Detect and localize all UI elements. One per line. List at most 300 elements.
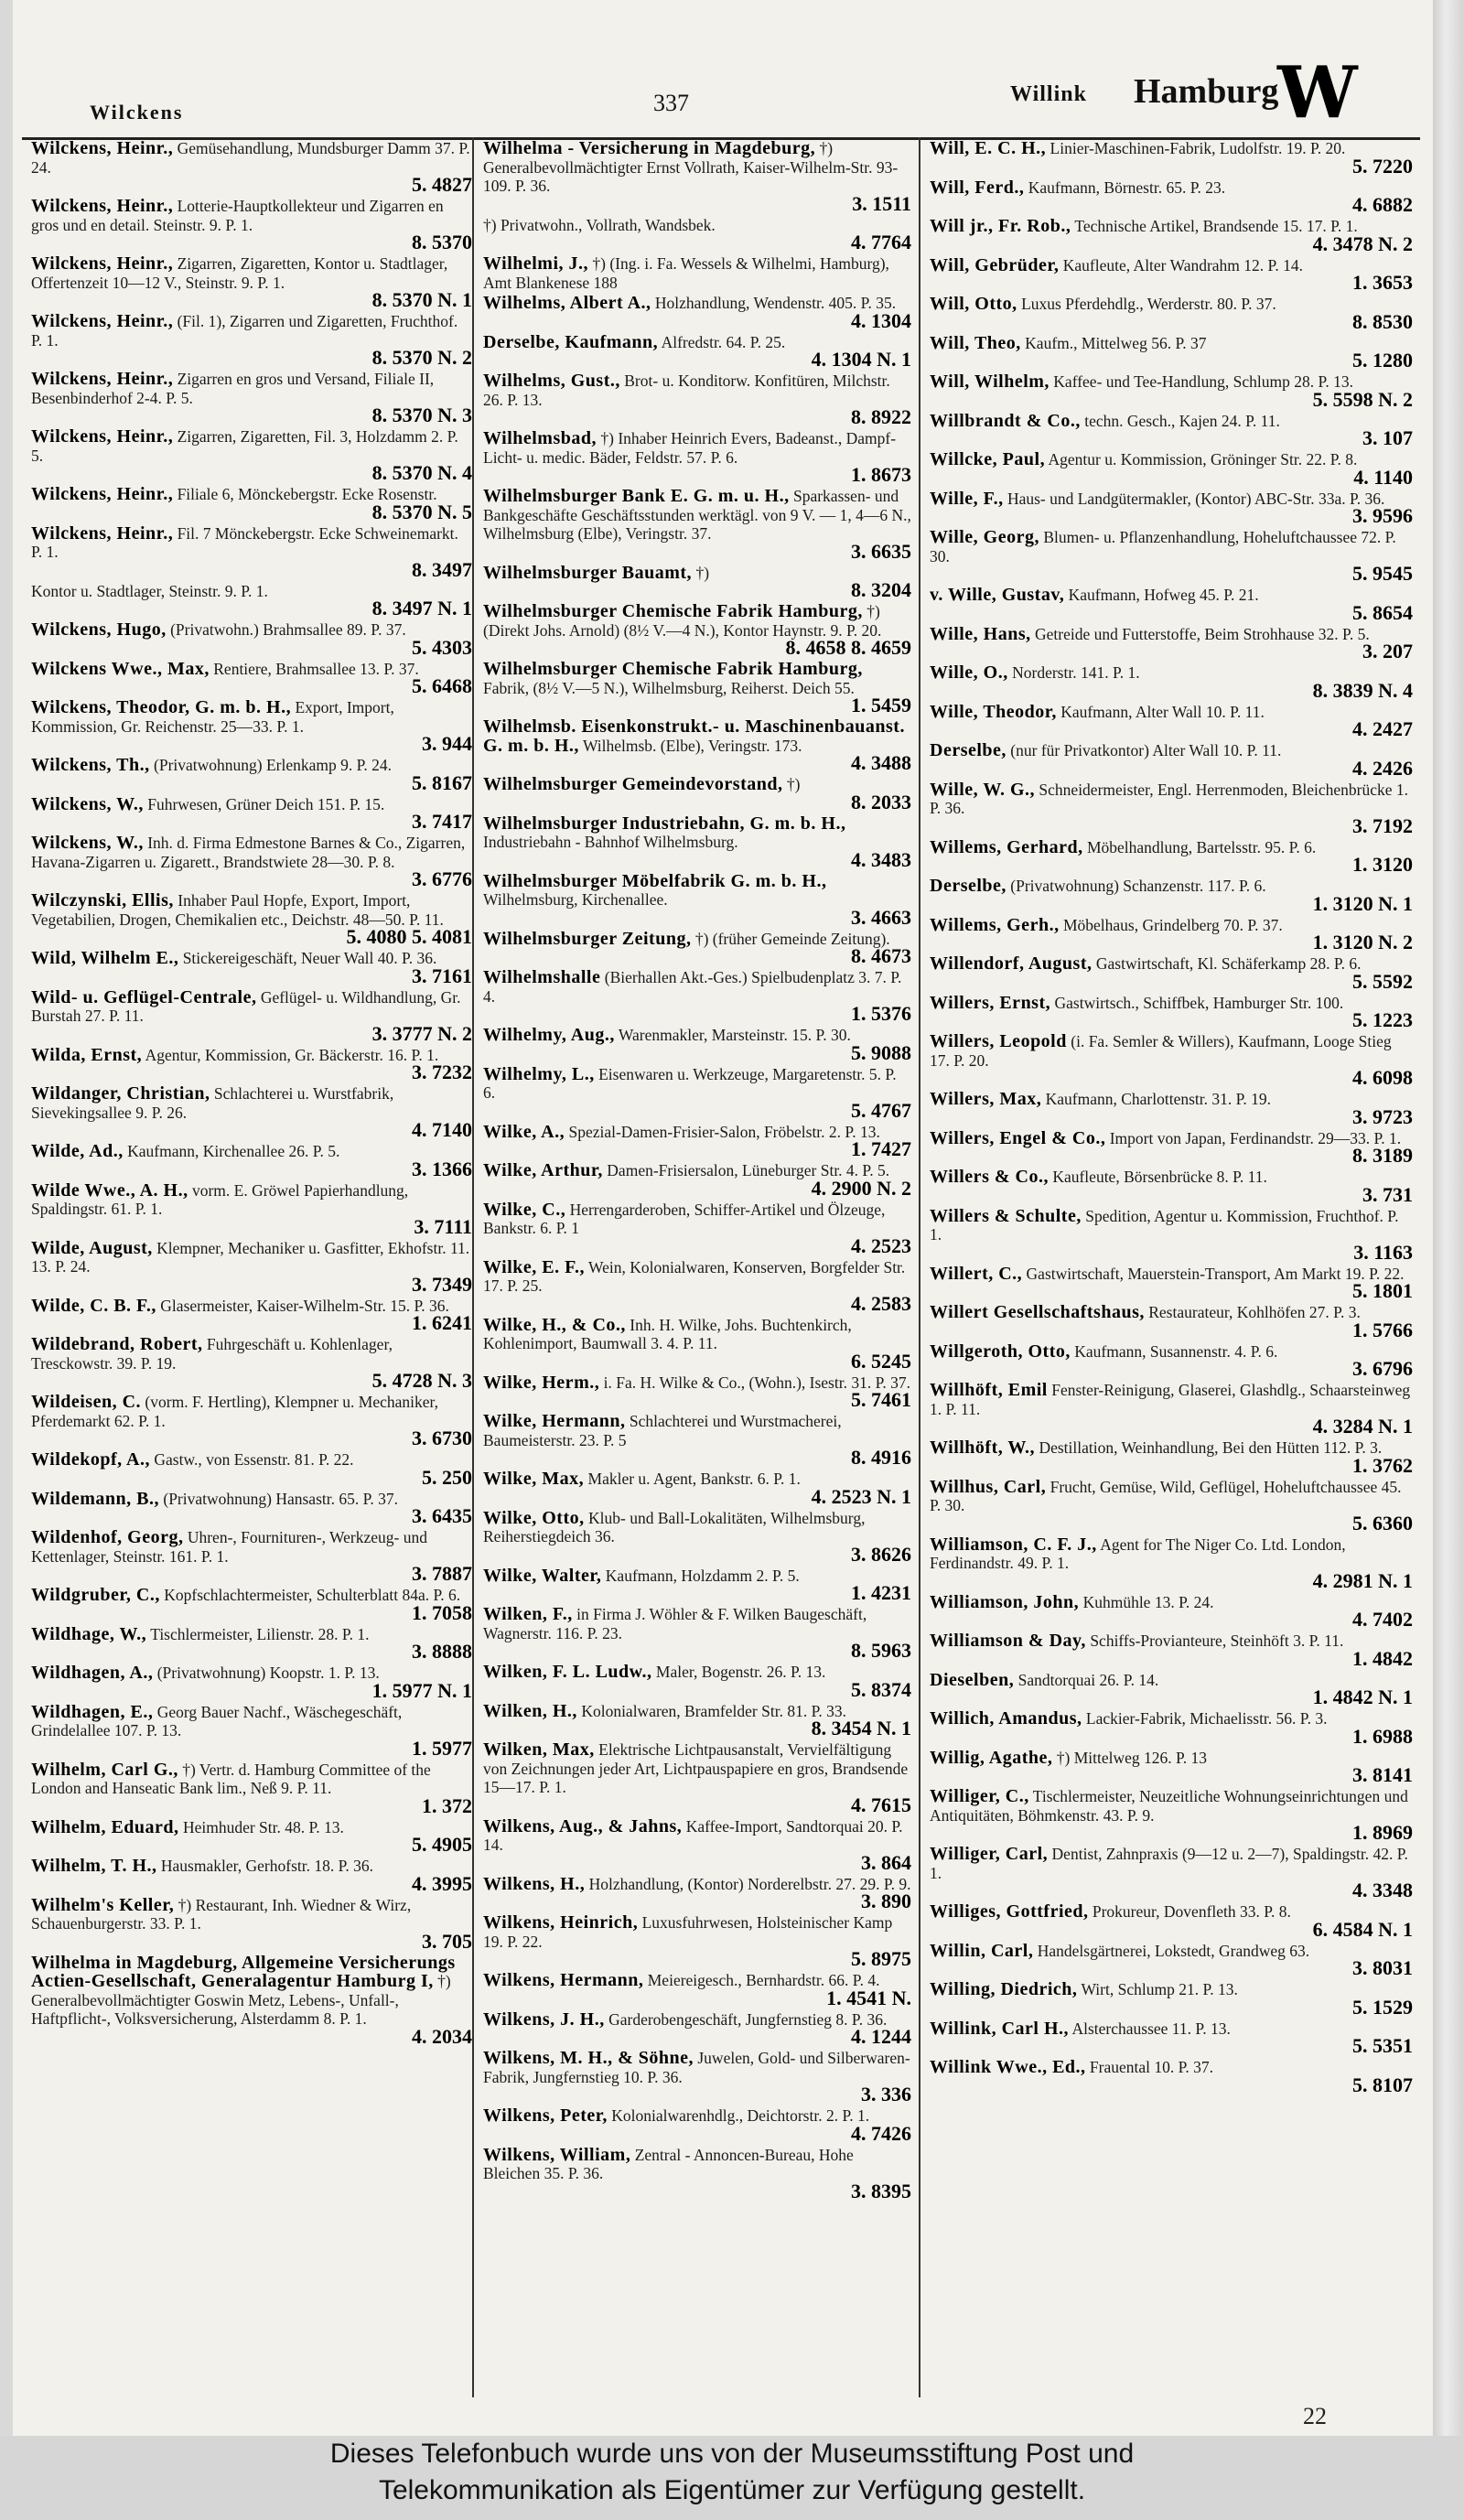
entry-phone-number: 5. 1280: [1352, 349, 1413, 372]
entry-details: Wirt, Schlump 21. P. 13.: [1081, 1980, 1238, 1998]
entry-name: Wilhelma - Versicherung in Magdeburg,: [483, 138, 816, 158]
entry-phone-number: 3. 944: [422, 732, 472, 755]
entry-name: Wilckens, Hugo,: [31, 619, 167, 640]
entry-name: Wille, Georg,: [930, 527, 1039, 547]
entry-phone-number: 4. 2523: [851, 1233, 911, 1257]
entry-phone-number: 4. 3348: [1352, 1879, 1413, 1901]
entry-phone-number: 4. 2523 N. 1: [811, 1484, 911, 1508]
entry-name: Willendorf, August,: [930, 953, 1093, 974]
entry-name: Wildanger, Christian,: [31, 1083, 210, 1104]
entry-details: Tischlermeister, Lilienstr. 28. P. 1.: [150, 1624, 370, 1643]
entry-details: Gastwirtschaft, Mauerstein-Transport, Am Markt 19. P. 22.: [1026, 1264, 1405, 1283]
entry-details: Kontor u. Stadtlager, Steinstr. 9. P. 1.: [31, 581, 268, 600]
entry-name: Willers, Max,: [930, 1089, 1042, 1109]
directory-entry: [919, 1205, 1420, 1263]
entry-details: Kaufmann, Susannenstr. 4. P. 6.: [1074, 1341, 1278, 1361]
entry-phone-number: 1. 4842: [1352, 1646, 1413, 1670]
entry-phone-number: 3. 6635: [851, 539, 911, 563]
directory-entry: [472, 2144, 919, 2202]
directory-entry: [919, 953, 1420, 992]
directory-entry: [472, 485, 919, 562]
entry-name: Willgeroth, Otto,: [930, 1341, 1071, 1362]
entry-details: Herrengarderoben, Schiffer-Artikel und Ölzeuge, Bankstr. 6. P. 1: [483, 1200, 886, 1237]
entry-details: Makler u. Agent, Bankstr. 6. P. 1.: [587, 1470, 801, 1488]
entry-phone-number: 4. 2426: [1352, 756, 1413, 780]
entry-name: Wilke, H., & Co.,: [483, 1314, 626, 1335]
entry-phone-number: 4. 3478 N. 2: [1312, 232, 1413, 255]
entry-name: Wilczynski, Ellis,: [31, 890, 174, 910]
entry-phone-number: 3. 3777 N. 2: [371, 1021, 472, 1045]
entry-name: Williger, C.,: [930, 1786, 1029, 1806]
directory-entry: [472, 1024, 919, 1063]
entry-name: Willems, Gerh.,: [930, 914, 1060, 935]
directory-entry: [919, 215, 1420, 254]
directory-entry: [20, 1333, 479, 1391]
footer-line-2: Telekommunikation als Eigentümer zur Verfügung gestellt.: [378, 2475, 1086, 2505]
directory-entry: [472, 1507, 919, 1565]
entry-phone-number: 4. 1304: [851, 308, 911, 332]
directory-entry: [919, 779, 1420, 836]
entry-name: Willig, Agathe,: [930, 1747, 1053, 1768]
entry-details: †) Privatwohn., Vollrath, Wandsbek.: [483, 215, 716, 234]
directory-entry: [472, 1314, 919, 1372]
entry-details: Agentur, Kommission, Gr. Bäckerstr. 16. P. 1.: [145, 1045, 439, 1064]
directory-entry: [919, 623, 1420, 662]
entry-name: Wildenhof, Georg,: [31, 1527, 184, 1547]
entry-details: Schlachterei und Wurstmacherei, Baumeisterstr. 23. P. 5: [483, 1412, 842, 1449]
entry-phone-number: 3. 6435: [412, 1504, 472, 1527]
header-page-number: 337: [653, 90, 689, 116]
directory-entry: [20, 1082, 479, 1140]
entry-phone-number: 3. 9596: [1352, 504, 1413, 527]
entry-phone-number: 8. 4658 8. 4659: [785, 636, 911, 659]
entry-phone-number: 3. 731: [1362, 1182, 1413, 1206]
entry-phone-number: 1. 3120 N. 2: [1312, 931, 1413, 953]
entry-name: Wild, Wilhelm E.,: [31, 948, 179, 968]
entry-phone-number: 5. 8654: [1352, 600, 1413, 624]
entry-details: (Privatwohnung) Koopstr. 1. P. 13.: [156, 1664, 380, 1682]
entry-phone-number: 3. 6730: [412, 1427, 472, 1449]
entry-details: Gastwirtsch., Schiffbek, Hamburger Str. 100.: [1054, 993, 1344, 1012]
entry-name: Wildhagen, A.,: [31, 1663, 154, 1683]
entry-details: Elektrische Lichtpausanstalt, Vervielfältigung von Zeichnungen jeder Art, Lichtpauspapiere en gros, Brandsende 15—17. P. 1.: [483, 1740, 909, 1796]
entry-details: Fabrik, (8½ V.—5 N.), Wilhelmsburg, Reiherst. Deich 55.: [483, 678, 855, 697]
entry-name: Wilhelmshalle: [483, 967, 601, 987]
directory-entry: [20, 580, 479, 619]
entry-details: Heimhuder Str. 48. P. 13.: [182, 1817, 344, 1836]
entry-details: Meiereigesch., Bernhardstr. 66. P. 4.: [647, 1971, 880, 1989]
entry-phone-number: 5. 5592: [1352, 969, 1413, 993]
directory-entry: [919, 526, 1420, 584]
entry-details: †) Vertr. d. Hamburg Committee of the London and Hanseatic Bank lim., Neß 9. P. 11.: [31, 1760, 431, 1797]
entry-name: Wild- u. Geflügel-Centrale,: [31, 986, 257, 1007]
entry-name: Wilckens, Heinr.,: [31, 196, 174, 216]
entry-phone-number: 8. 5963: [851, 1639, 911, 1662]
entry-details: Brot- u. Konditorw. Konfitüren, Milchstr. 26. P. 13.: [483, 372, 890, 409]
entry-details: Rentiere, Brahmsallee 13. P. 37.: [213, 659, 419, 678]
entry-details: Getreide und Futterstoffe, Beim Strohhause 32. P. 5.: [1035, 624, 1370, 643]
directory-entry: [919, 1127, 1420, 1167]
entry-details: Juwelen, Gold- und Silberwaren-Fabrik, Jungfernstieg 10. P. 36.: [483, 2049, 910, 2086]
entry-name: Wille, Hans,: [930, 623, 1031, 644]
entry-details: Klempner, Mechaniker u. Gasfitter, Ekhofstr. 11. 13. P. 24.: [31, 1238, 470, 1276]
directory-entry: [472, 137, 919, 214]
header-running-name-right: Willink: [1010, 82, 1087, 106]
entry-name: Wille, W. G.,: [930, 779, 1036, 800]
entry-name: Williges, Gottfried,: [930, 1901, 1089, 1922]
directory-entry: [20, 1448, 479, 1488]
entry-details: (Privatwohnung) Hansastr. 65. P. 37.: [163, 1489, 399, 1508]
directory-entry: [472, 370, 919, 427]
entry-details: Kaufmann, Kirchenallee 26. P. 5.: [127, 1142, 340, 1160]
directory-entry: [472, 1603, 919, 1661]
entry-details: Glasermeister, Kaiser-Wilhelm-Str. 15. P. 36.: [160, 1296, 449, 1315]
entry-details: Destillation, Weinhandlung, Bei den Hütten 112. P. 3.: [1039, 1438, 1383, 1457]
entry-name: Wilke, E. F.,: [483, 1256, 585, 1277]
entry-details: Dentist, Zahnpraxis (9—12 u. 2—7), Spaldingstr. 42. P. 1.: [930, 1845, 1408, 1882]
directory-entry: [20, 1816, 479, 1856]
directory-entry: [20, 696, 479, 754]
directory-entry: [472, 1661, 919, 1700]
directory-entry: [472, 870, 919, 928]
entry-details: Handelsgärtnerei, Lokstedt, Grandweg 63.: [1037, 1941, 1310, 1960]
entry-details: Maler, Bogenstr. 26. P. 13.: [655, 1663, 826, 1681]
entry-name: Willers, Engel & Co.,: [930, 1127, 1106, 1148]
entry-phone-number: 4. 7764: [851, 231, 911, 253]
entry-phone-number: 8. 4916: [851, 1446, 911, 1469]
entry-details: Alsterchaussee 11. P. 13.: [1071, 2019, 1231, 2038]
entry-details: (Privatwohnung) Schanzenstr. 117. P. 6.: [1010, 877, 1266, 895]
directory-entry: [472, 1063, 919, 1121]
entry-details: Kaffee-Import, Sandtorquai 20. P. 14.: [483, 1816, 903, 1854]
directory-entry: [472, 427, 919, 485]
entry-details: †): [786, 775, 801, 793]
entry-details: Kolonialwarenhdlg., Deichtorstr. 2. P. 1.: [611, 2106, 870, 2125]
page-edge: [1433, 0, 1464, 2436]
entry-name: Wilckens, Heinr.,: [31, 522, 174, 544]
entry-details: Kaufmann, Holzdamm 2. P. 5.: [605, 1566, 800, 1585]
entry-phone-number: 3. 7232: [412, 1061, 472, 1083]
entry-details: Fil. 7 Mönckebergstr. Ecke Schweinemarkt. P. 1.: [31, 523, 458, 561]
directory-entry: [20, 483, 479, 522]
directory-entry: [472, 1969, 919, 2008]
entry-details: †) Mittelweg 126. P. 13: [1056, 1748, 1208, 1767]
entry-name: Wilhelmsbad,: [483, 428, 597, 448]
entry-name: Will, Gebrüder,: [930, 254, 1060, 275]
entry-phone-number: 1. 7427: [851, 1137, 911, 1160]
entry-name: Wilda, Ernst,: [31, 1044, 143, 1065]
entry-phone-number: 3. 6776: [412, 867, 472, 890]
entry-details: i. Fa. H. Wilke & Co., (Wohn.), Isestr. 31. P. 37.: [603, 1373, 911, 1392]
entry-phone-number: 4. 1140: [1353, 465, 1413, 489]
entry-phone-number: 5. 8107: [1352, 2073, 1413, 2096]
entry-details: Klub- und Ball-Lokalitäten, Wilhelmsburg, Reiherstiegdeich 36.: [483, 1508, 866, 1545]
directory-entry: [919, 1747, 1420, 1786]
entry-phone-number: 3. 7192: [1352, 813, 1413, 837]
entry-name: Wilkens, Heinrich,: [483, 1912, 639, 1933]
entry-name: Wilke, Walter,: [483, 1565, 602, 1586]
directory-entry: [919, 1301, 1420, 1341]
directory-entry: [919, 739, 1420, 779]
entry-name: Will jr., Fr. Rob.,: [930, 216, 1071, 236]
entry-phone-number: 4. 1244: [851, 2025, 911, 2048]
entry-name: Wille, Theodor,: [930, 701, 1057, 722]
entry-details: Kaufmann, Hofweg 45. P. 21.: [1068, 586, 1259, 604]
entry-details: †) (Direkt Johs. Arnold) (8½ V.—4 N.), Kontor Haynstr. 9. P. 20.: [483, 602, 882, 640]
directory-entry: [472, 1159, 919, 1199]
entry-name: Wilken, F.,: [483, 1604, 573, 1624]
entry-name: Wilkens, Peter,: [483, 2105, 608, 2126]
entry-name: Willers & Schulte,: [930, 1205, 1082, 1226]
entry-name: Will, Theo,: [930, 332, 1021, 353]
entry-name: Will, Ferd.,: [930, 177, 1025, 198]
directory-entry: [919, 177, 1420, 216]
entry-details: Uhren-, Fournituren-, Werkzeug- und Kettenlager, Steinstr. 161. P. 1.: [31, 1528, 427, 1566]
entry-name: Willers, Leopold: [930, 1031, 1067, 1051]
entry-phone-number: 5. 9088: [851, 1040, 911, 1064]
page-header: [13, 51, 1433, 137]
entry-phone-number: 5. 5351: [1352, 2034, 1413, 2057]
entry-details: techn. Gesch., Kajen 24. P. 11.: [1084, 411, 1280, 430]
directory-entry: [472, 1256, 919, 1314]
directory-entry: [472, 214, 919, 253]
entry-details: Sandtorquai 26. P. 14.: [1017, 1670, 1159, 1689]
entry-details: Fuhrwesen, Grüner Deich 151. P. 15.: [147, 794, 385, 813]
entry-phone-number: 5. 8975: [851, 1947, 911, 1970]
entry-phone-number: 8. 3454 N. 1: [811, 1717, 911, 1739]
entry-phone-number: 4. 3995: [412, 1871, 472, 1895]
entry-details: †) Restaurant, Inh. Wiedner & Wirz, Schauenburgerstr. 33. P. 1.: [31, 1895, 412, 1933]
entry-phone-number: 8. 3189: [1352, 1144, 1413, 1167]
entry-name: Wilckens, W.,: [31, 793, 144, 814]
entry-phone-number: 5. 4905: [412, 1833, 472, 1856]
directory-entry: [919, 1978, 1420, 2018]
entry-name: Wilckens, Th.,: [31, 755, 150, 775]
entry-name: Williamson, C. F. J.,: [930, 1534, 1097, 1555]
entry-name: Willing, Diedrich,: [930, 1979, 1078, 1999]
entry-details: Schiffs-Provianteure, Steinhöft 3. P. 11.: [1090, 1632, 1344, 1650]
directory-entry: [20, 1391, 479, 1448]
entry-details: Kaufm., Mittelweg 56. P. 37: [1025, 333, 1207, 352]
entry-details: Möbelhaus, Grindelberg 70. P. 37.: [1062, 915, 1283, 934]
column-2: [472, 137, 919, 2397]
directory-entry: [20, 1179, 479, 1237]
column-3: [919, 137, 1420, 2397]
directory-entry: [919, 1476, 1420, 1534]
entry-phone-number: 4. 2427: [1352, 717, 1413, 740]
directory-entry: [472, 2105, 919, 2144]
entry-phone-number: 3. 864: [861, 1850, 911, 1874]
directory-entry: [20, 754, 479, 793]
entry-phone-number: 8. 3839 N. 4: [1312, 678, 1413, 702]
directory-entry: [20, 1295, 479, 1334]
entry-name: Wilhelm, Carl G.,: [31, 1759, 178, 1780]
directory-entry: [919, 1901, 1420, 1940]
entry-phone-number: 8. 5370: [412, 231, 472, 253]
entry-name: Wilken, Max,: [483, 1739, 595, 1760]
directory-entry: [919, 332, 1420, 372]
directory-entry: [472, 928, 919, 967]
directory-entry: [20, 1584, 479, 1623]
entry-name: Wilke, Herm.,: [483, 1372, 600, 1393]
entry-phone-number: 1. 8969: [1352, 1821, 1413, 1844]
directory-entry: [919, 1707, 1420, 1747]
entry-name: Williamson, John,: [930, 1591, 1080, 1612]
entry-phone-number: 5. 9545: [1352, 562, 1413, 585]
entry-name: Wilckens, Heinr.,: [31, 369, 174, 389]
entry-name: Wilhelm, Eduard,: [31, 1816, 179, 1837]
entry-details: Fuhrgeschäft u. Kohlenlager, Tresckowstr. 39. P. 19.: [31, 1335, 393, 1373]
directory-entry: [919, 1785, 1420, 1843]
entry-name: Willert, C.,: [930, 1263, 1023, 1284]
directory-entry: [472, 658, 919, 716]
entry-phone-number: 3. 4663: [851, 905, 911, 929]
entry-name: Willink, Carl H.,: [930, 2018, 1070, 2039]
entry-details: Lotterie-Hauptkollekteur und Zigarren en gros und en detail. Steinstr. 9. P. 1.: [31, 197, 444, 234]
directory-entry: [919, 1940, 1420, 1979]
entry-name: Willems, Gerhard,: [930, 836, 1083, 857]
entry-details: Export, Import, Kommission, Gr. Reichenstr. 25—33. P. 1.: [31, 698, 394, 736]
entry-name: Wilkens, M. H., & Söhne,: [483, 2048, 694, 2068]
entry-details: Inhaber Paul Hopfe, Export, Import, Vegetabilien, Drogen, Chemikalien etc., Deichstr. 48—50. P. 11.: [31, 891, 444, 929]
entry-details: Restaurateur, Kohlhöfen 27. P. 3.: [1148, 1303, 1361, 1321]
entry-phone-number: 1. 8673: [851, 463, 911, 486]
entry-details: Industriebahn - Bahnhof Wilhelmsburg.: [483, 833, 738, 851]
entry-details: †) Generalbevollmächtigter Ernst Vollrath, Kaiser-Wilhelm-Str. 93-109. P. 36.: [483, 139, 899, 195]
entry-name: Wildhage, W.,: [31, 1623, 147, 1644]
entry-details: Warenmakler, Marsteinstr. 15. P. 30.: [618, 1026, 851, 1044]
directory-entry: [919, 1534, 1420, 1591]
entry-phone-number: 4. 3483: [851, 847, 911, 871]
entry-details: Kaufmann, Alter Wall 10. P. 11.: [1060, 702, 1265, 721]
entry-phone-number: 8. 4673: [851, 944, 911, 967]
entry-details: Hausmakler, Gerhofstr. 18. P. 36.: [160, 1857, 374, 1875]
directory-entry: [20, 986, 479, 1044]
directory-entry: [919, 1088, 1420, 1127]
entry-phone-number: 3. 7349: [412, 1272, 472, 1296]
entry-details: Möbelhandlung, Bartelsstr. 95. P. 6.: [1086, 837, 1317, 856]
entry-details: Frucht, Gemüse, Wild, Geflügel, Hoheluftchaussee 45. P. 30.: [930, 1477, 1402, 1514]
directory-entry: [472, 562, 919, 601]
directory-entry: [20, 1701, 479, 1759]
entry-name: Willhöft, W.,: [930, 1438, 1036, 1458]
entry-details: Technische Artikel, Brandsende 15. 17. P. 1.: [1074, 217, 1358, 235]
entry-details: Frauental 10. P. 37.: [1089, 2058, 1214, 2076]
entry-phone-number: 1. 372: [422, 1793, 472, 1817]
entry-phone-number: 1. 5459: [851, 694, 911, 716]
entry-name: Wilhelmy, Aug.,: [483, 1025, 615, 1045]
entry-details: Spedition, Agentur u. Kommission, Fruchthof. P. 1.: [930, 1206, 1399, 1244]
directory-entry: [472, 1372, 919, 1411]
entry-phone-number: 1. 7058: [412, 1600, 472, 1624]
entry-phone-number: 5. 4728 N. 3: [371, 1369, 472, 1392]
directory-entry: [919, 1166, 1420, 1205]
entry-phone-number: 5. 1529: [1352, 1995, 1413, 2019]
entry-name: Willhöft, Emil: [930, 1380, 1048, 1400]
entry-details: Fenster-Reinigung, Glaserei, Glashdlg., Schaarsteinweg 1. P. 11.: [930, 1381, 1411, 1418]
entry-name: Wilken, F. L. Ludw.,: [483, 1662, 652, 1682]
entry-name: Wilckens, W.,: [31, 833, 144, 853]
entry-phone-number: 6. 4584 N. 1: [1312, 1917, 1413, 1941]
footer-note: [0, 2436, 1464, 2520]
entry-name: Wildeisen, C.: [31, 1392, 142, 1412]
directory-entry: [472, 966, 919, 1024]
entry-phone-number: 1. 5977: [412, 1736, 472, 1760]
entry-name: Willers & Co.,: [930, 1167, 1049, 1187]
entry-name: Wilde, August,: [31, 1237, 153, 1258]
entry-details: Wilhelmsb. (Elbe), Veringstr. 173.: [582, 736, 802, 755]
entry-phone-number: 8. 8530: [1352, 309, 1413, 333]
directory-entry: [20, 368, 479, 425]
entry-name: Willert Gesellschaftshaus,: [930, 1302, 1145, 1322]
entry-name: Wilhelm's Keller,: [31, 1894, 175, 1915]
entry-phone-number: 1. 5977 N. 1: [371, 1678, 472, 1702]
entry-phone-number: 3. 336: [861, 2083, 911, 2105]
entry-details: †) (früher Gemeinde Zeitung).: [694, 929, 890, 948]
entry-details: Stickereigeschäft, Neuer Wall 40. P. 36.: [182, 949, 437, 967]
entry-phone-number: 1. 6241: [412, 1311, 472, 1334]
directory-entry: [472, 1121, 919, 1160]
entry-phone-number: 5. 4827: [412, 173, 472, 196]
entry-name: Wilckens, Heinr.,: [31, 138, 174, 158]
entry-name: Wilhelmsburger Chemische Fabrik Hamburg,: [483, 659, 863, 679]
entry-details: Kaufleute, Börsenbrücke 8. P. 11.: [1052, 1168, 1267, 1186]
entry-name: Wilhelmsburger Chemische Fabrik Hamburg,: [483, 601, 863, 621]
entry-details: (Privatwohn.) Brahmsallee 89. P. 37.: [170, 620, 406, 639]
entry-details: Agent for The Niger Co. Ltd. London, Ferdinandstr. 49. P. 1.: [930, 1535, 1346, 1572]
entry-name: Wilhelmsburger Möbelfabrik G. m. b. H.,: [483, 870, 827, 891]
directory-entry: [20, 253, 479, 310]
entry-phone-number: 4. 2583: [851, 1291, 911, 1315]
entry-name: Wilde, Ad.,: [31, 1141, 124, 1161]
entry-phone-number: 5. 7461: [851, 1388, 911, 1411]
entry-name: Wille, F.,: [930, 488, 1004, 509]
entry-name: Wilke, Max,: [483, 1469, 585, 1489]
directory-entry: [472, 773, 919, 813]
entry-details: Gastwirtschaft, Kl. Schäferkamp 28. P. 6.: [1095, 954, 1362, 973]
entry-details: Haus- und Landgütermakler, (Kontor) ABC-Str. 33a. P. 36.: [1006, 489, 1385, 508]
directory-entry: [20, 1623, 479, 1663]
directory-entry: [20, 137, 479, 195]
entry-name: Wilde Wwe., A. H.,: [31, 1179, 188, 1201]
directory-entry: [919, 137, 1420, 177]
entry-phone-number: 4. 7615: [851, 1793, 911, 1816]
entry-name: Willink Wwe., Ed.,: [930, 2057, 1086, 2077]
directory-entry: [919, 448, 1420, 488]
directory-entry: [919, 992, 1420, 1031]
entry-name: Wilckens, Theodor, G. m. b. H.,: [31, 697, 292, 717]
entry-details: Zigarren, Zigaretten, Fil. 3, Holzdamm 2. P. 5.: [31, 427, 458, 465]
directory-entry: [472, 2008, 919, 2048]
entry-phone-number: 3. 207: [1362, 640, 1413, 662]
entry-name: Wilhelmsb. Eisenkonstrukt.- u. Maschinenbauanst. G. m. b. H.,: [483, 716, 905, 756]
entry-phone-number: 8. 5370 N. 1: [371, 288, 472, 311]
directory-entry: [472, 600, 919, 658]
entry-phone-number: 1. 4231: [851, 1581, 911, 1604]
directory-entry: [919, 2018, 1420, 2057]
entry-details: Schneidermeister, Engl. Herrenmoden, Bleichenbrücke 1. P. 36.: [930, 780, 1409, 817]
entry-details: Linier-Maschinen-Fabrik, Ludolfstr. 19. P. 20.: [1050, 139, 1346, 157]
entry-name: Wilckens, Heinr.,: [31, 311, 174, 331]
directory-entry: [20, 1759, 479, 1816]
entry-phone-number: 5. 8374: [851, 1677, 911, 1701]
entry-details: Luxusfuhrwesen, Holsteinischer Kamp 19. P. 22.: [483, 1913, 893, 1951]
directory-entry: [20, 793, 479, 833]
entry-details: †) Inhaber Heinrich Evers, Badeanst., Dampf- Licht- u. medic. Bäder, Feldstr. 57. P. 6.: [483, 429, 897, 467]
entry-name: Will, E. C. H.,: [930, 138, 1047, 158]
directory-entry: [20, 1894, 479, 1952]
entry-details: Inh. d. Firma Edmestone Barnes & Co., Zigarren, Havana-Zigarren u. Zigarett., Brandstwiete 28—30. P. 8.: [31, 834, 466, 871]
